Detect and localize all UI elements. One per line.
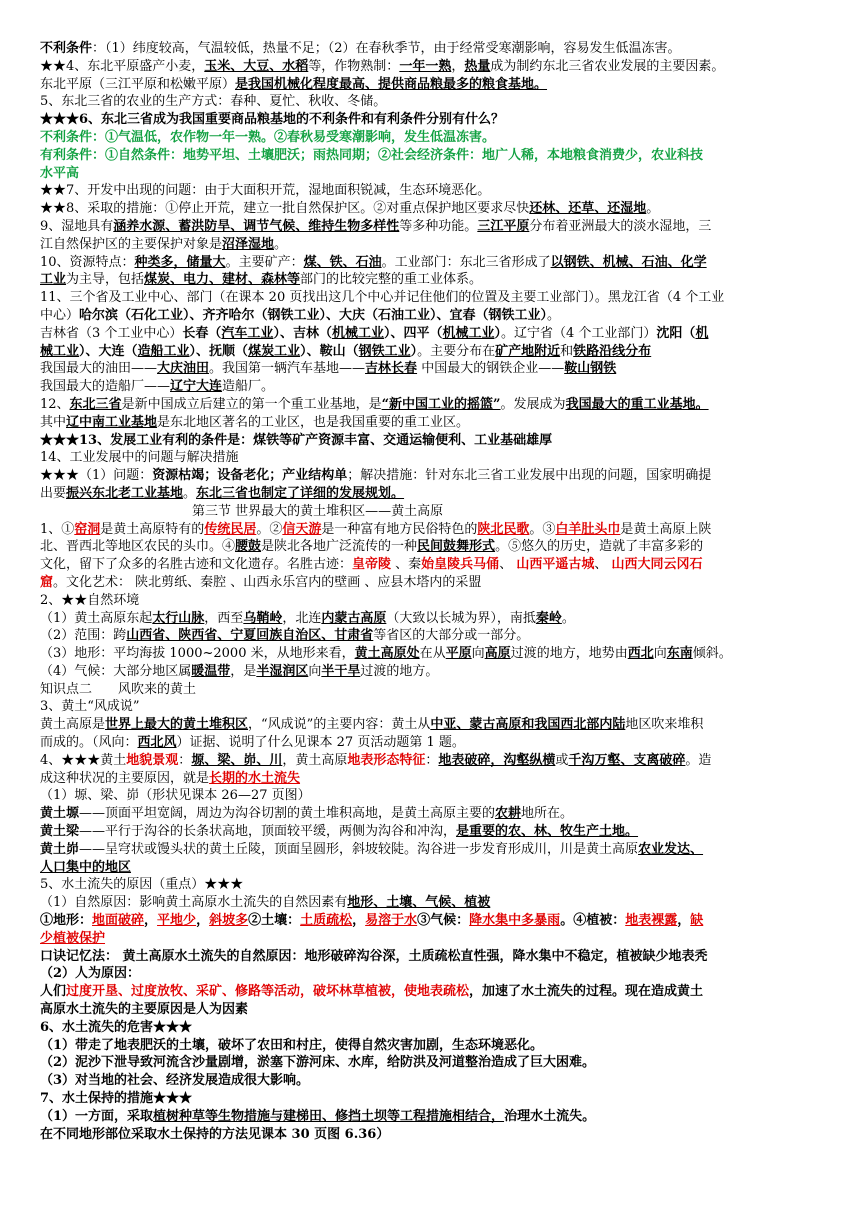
text-run: 太行山脉 <box>152 610 205 626</box>
text-run: 传统民居 <box>204 521 257 537</box>
text-run: 煤炭、电力、建材、森林等 <box>144 272 301 288</box>
text-run: 。③ <box>529 521 556 537</box>
text-run: 以钢铁、机械、石油、化学 <box>550 254 707 270</box>
text-run: 、 <box>594 557 612 573</box>
text-line <box>40 823 824 841</box>
text-line <box>40 770 824 788</box>
text-line <box>40 165 824 183</box>
text-run: 知识点二 <box>40 681 93 697</box>
text-run: 东北三省 <box>69 396 122 412</box>
text-run: 我国最大的重工业基地。 <box>565 396 709 412</box>
text-run: 山西大同云冈石 <box>611 557 703 573</box>
text-line <box>40 681 824 699</box>
text-line <box>40 236 824 254</box>
text-run: 煤炭工业 <box>248 343 301 359</box>
text-run: 或 <box>555 752 569 768</box>
text-line <box>40 93 824 111</box>
text-line <box>40 752 824 770</box>
text-run: 中心） <box>40 307 80 323</box>
text-run: 。 <box>274 236 288 252</box>
text-run: ， <box>451 58 465 74</box>
text-run: 中国最大的钢铁企业—— <box>417 361 565 377</box>
text-run: （3）对当地的社会、经济发展造成很大影响。 <box>40 1073 310 1089</box>
text-run: ，加速了水土流失的过程。现在造成黄土 <box>469 984 704 1000</box>
text-run: 。④植被： <box>560 913 626 929</box>
text-run: 高原 <box>484 646 511 662</box>
text-run: 中亚、蒙古高原和我国西北部内陆 <box>430 717 626 733</box>
text-run: 农业发达、 <box>638 841 704 857</box>
text-line <box>40 182 824 200</box>
text-run: 和 <box>560 343 574 359</box>
text-run: 地表裸露 <box>625 913 678 929</box>
text-run: 热量 <box>464 58 491 74</box>
text-run: 。工业部门：东北三省形成了 <box>381 254 551 270</box>
text-line <box>40 129 824 147</box>
text-line <box>40 343 824 361</box>
text-run: 7、水土保持的措施★★★ <box>40 1091 193 1107</box>
text-line <box>40 912 824 930</box>
text-run: 。发展成为 <box>500 396 566 412</box>
text-run: 向 <box>653 646 667 662</box>
text-run: 人口集中的地区 <box>40 859 132 875</box>
text-run: 西北风 <box>137 735 177 751</box>
text-line <box>40 645 824 663</box>
text-run: ，西至 <box>204 610 244 626</box>
text-line <box>40 965 824 983</box>
text-run: 土质疏松 <box>300 913 353 929</box>
text-run: “新中国工业的摇篮” <box>381 396 501 412</box>
text-run: 。辽宁省（4 个工业部门） <box>501 325 657 341</box>
text-run: ，北连 <box>282 610 322 626</box>
text-run: 造船工业 <box>137 343 190 359</box>
text-line <box>40 556 824 574</box>
text-run: 吉林长春 <box>365 361 418 377</box>
text-run: 窑洞 <box>74 521 101 537</box>
text-run: 种类多，储量大 <box>134 254 226 270</box>
text-line <box>40 1090 824 1108</box>
text-run: 14、工业发展中的问题与解决措施 <box>40 450 239 466</box>
document-page <box>40 40 824 1143</box>
text-run: 等多种功能。 <box>399 218 478 234</box>
text-run: 沈阳（ <box>656 325 696 341</box>
text-line <box>40 467 824 485</box>
text-run: 人们 <box>40 984 67 1000</box>
text-line <box>40 538 824 556</box>
text-run: 黄土峁 <box>40 841 80 857</box>
text-run: 造船厂。 <box>222 379 275 395</box>
text-run: 矿产地附近 <box>495 343 561 359</box>
text-run: 地貌景观 <box>126 752 179 768</box>
text-line <box>40 876 824 894</box>
text-line <box>40 360 824 378</box>
text-run: 平原 <box>445 646 472 662</box>
text-run: 东北平原（三江平原和松嫩平原） <box>40 76 236 92</box>
text-run: 不利条件：①气温低，农作物一年一熟。②春秋易受寒潮影响，发生低温冻害。 <box>40 129 496 145</box>
text-run: ，是 <box>230 663 257 679</box>
text-line <box>40 1037 824 1055</box>
text-run: 2、★★自然环境 <box>40 592 140 608</box>
text-run: 机械工业 <box>442 325 495 341</box>
text-run: 地区吹来堆积 <box>625 717 704 733</box>
text-run: 口诀记忆法： 黄土高原水土流失的自然原因：地形破碎沟谷深，土质疏松直性强，降水集中不稳定，植被缺少地表秃 <box>40 948 708 964</box>
text-run: （1）一方面，采取 <box>40 1108 154 1124</box>
text-run: ） <box>410 343 418 359</box>
text-run: 平地少 <box>157 913 197 929</box>
text-line <box>40 894 824 912</box>
text-run: 还林、还草、还湿地 <box>529 201 647 217</box>
text-run: 东南 <box>666 646 693 662</box>
text-line <box>40 40 824 58</box>
text-run: ）、抚顺（ <box>189 343 249 359</box>
text-line <box>40 254 824 272</box>
text-run: 地形、土壤、气候、植被 <box>347 895 491 911</box>
text-run: 北、晋西北等地区农民的头巾。④ <box>40 539 236 555</box>
text-run: （1）黄土高原东起 <box>40 610 153 626</box>
text-line <box>40 787 824 805</box>
text-run: 过渡的地方，地势由 <box>510 646 628 662</box>
text-run: 内蒙古高原 <box>321 610 387 626</box>
text-run: 高原水土流失的主要原因是人为因素 <box>40 1002 249 1018</box>
text-line <box>40 76 824 94</box>
text-run: 。⑤悠久的历史，造就了丰富多彩的 <box>495 539 704 555</box>
text-run: 黄土高原是 <box>40 717 106 733</box>
text-run: ②土壤： <box>248 913 301 929</box>
text-line <box>40 485 824 503</box>
text-run: 世界上最大的黄土堆积区 <box>105 717 249 733</box>
text-run: 机 <box>695 325 709 341</box>
text-run: 。文化艺术： 陕北剪纸、秦腔 、山西永乐宫内的壁画 、应县木塔内的采盟 <box>53 574 482 590</box>
text-run: 地所在。 <box>521 806 574 822</box>
text-run: 山西省、陕西省、宁夏回族自治区、甘肃省 <box>126 628 374 644</box>
text-run: 过渡的地方。 <box>360 663 439 679</box>
text-run: 倾斜。 <box>692 646 732 662</box>
text-run: 部门的比较完整的重工业体系。 <box>300 272 483 288</box>
text-run: 黄土高原处 <box>354 646 420 662</box>
text-run: 暖温带 <box>191 663 231 679</box>
text-run: 少植被保护 <box>40 930 106 946</box>
text-run: 易溶于水 <box>365 913 418 929</box>
text-run: 为主导，包括 <box>66 272 145 288</box>
text-run: 地面破碎 <box>92 913 145 929</box>
text-run: 。 <box>547 307 561 323</box>
text-line <box>40 521 824 539</box>
text-run: ★★★（1）问题： <box>40 468 153 484</box>
text-run: 。主要矿产： <box>225 254 304 270</box>
text-run: ， <box>352 913 366 929</box>
text-run: 陕北民歌 <box>477 521 530 537</box>
text-run: ——呈穹状或馒头状的黄土丘陵，顶面呈圆形，斜坡较陡。沟谷进一步发育形成川，川是黄土高原 <box>79 841 639 857</box>
text-run: ， <box>196 913 210 929</box>
text-run: ★★★6、东北三省成为我国重要商品粮基地的不利条件和有利条件分别有什么？ <box>40 112 505 128</box>
text-run: 我国最大的油田—— <box>40 361 158 377</box>
text-run: ）、鞍山（ <box>300 343 359 359</box>
text-line <box>40 610 824 628</box>
text-run: 风吹来的黄土 <box>118 681 197 697</box>
text-run: ： <box>178 752 192 768</box>
text-run: 成为制约东北三省农业发展的主要因素。 <box>490 58 725 74</box>
text-line <box>40 1019 824 1037</box>
text-run: 10、资源特点： <box>40 254 135 270</box>
text-run: 地表形态特征 <box>347 752 426 768</box>
text-run: ①地形： <box>40 913 93 929</box>
text-run: 大庆油田 <box>157 361 210 377</box>
text-run: 涵养水源、蓄洪防旱、调节气候、维持生物多样性 <box>113 218 400 234</box>
text-run: 窟 <box>40 574 54 590</box>
text-run: （2）泥沙下泄导致河流含沙量剧增，淤塞下游河床、水库，给防洪及河道整治造成了巨大困难。 <box>40 1055 596 1071</box>
text-line <box>40 983 824 1001</box>
text-run: 成这种状况的主要原因，就是 <box>40 770 210 786</box>
text-run: 在不同地形部位采取水土保持的方法见课本 30 页图 6.36） <box>40 1126 390 1142</box>
text-line <box>40 1054 824 1072</box>
text-run: 等省区的大部分或一部分。 <box>373 628 530 644</box>
text-run: ★★8、采取的措施：①停止开荒，建立一批自然保护区。②对重点保护地区要求尽快 <box>40 201 530 217</box>
text-run: 是我国机械化程度最高、提供商品粮最多的粮食基地。 <box>235 76 548 92</box>
text-run: ：（1）纬度较高，气温较低，热量不足；（2）在春秋季节，由于经常受寒潮影响，容易发生低温冻害。 <box>92 41 681 56</box>
text-line <box>40 58 824 76</box>
text-run: 、 <box>499 557 517 573</box>
text-run: 吉林省（3 个工业中心） <box>40 325 183 341</box>
text-run: 资源枯竭；设备老化；产业结构单 <box>152 468 348 484</box>
text-run: 1、① <box>40 521 75 537</box>
text-run: ；解决措施：针对东北三省工业发展中出现的问题，国家明确提 <box>347 468 712 484</box>
text-line <box>40 325 824 343</box>
text-run: 机械工业 <box>331 325 384 341</box>
text-run: 半湿润区 <box>256 663 309 679</box>
text-run: ★★★13、发展工业有利的条件是：煤铁等矿产资源丰富、交通运输便利、工业基础雄厚 <box>40 432 553 448</box>
text-run: ） <box>494 325 502 341</box>
text-run: 。 <box>646 201 660 217</box>
text-run: 工业 <box>40 272 67 288</box>
text-line <box>40 930 824 948</box>
text-run: ， <box>144 913 158 929</box>
text-run: 出要 <box>40 485 67 501</box>
text-line <box>40 111 824 129</box>
text-line <box>40 1108 824 1126</box>
text-line <box>40 592 824 610</box>
text-run: 始皇陵兵马俑 <box>421 557 500 573</box>
text-run: 。② <box>256 521 283 537</box>
text-run: 辽中南工业基地 <box>66 414 158 430</box>
text-run: 、秦 <box>391 557 422 573</box>
text-run: 千沟万壑、支离破碎 <box>568 752 686 768</box>
text-run: 信天游 <box>282 521 322 537</box>
text-run: 煤、铁、石油 <box>303 254 382 270</box>
text-line <box>40 948 824 966</box>
text-line <box>40 307 824 325</box>
text-run: （1）自然原因：影响黄土高原水土流失的自然因素有 <box>40 895 348 911</box>
text-run: 其中 <box>40 414 67 430</box>
text-run: 我国最大的造船厂—— <box>40 379 171 395</box>
text-run: 黄土塬 <box>40 806 80 822</box>
text-run: ★★4、东北平原盛产小麦， <box>40 58 205 74</box>
text-run: ）证据、说明了什么见课本 27 页活动题第 1 题。 <box>176 735 465 751</box>
text-run: （2）人为原因： <box>40 966 141 982</box>
text-run: 等，作物熟制： <box>308 58 400 74</box>
text-run: ——平行于沟谷的长条状高地，顶面较平缓，两侧为沟谷和冲沟， <box>79 824 457 840</box>
text-run: （4）气候：大部分地区属 <box>40 663 192 679</box>
text-run: 向 <box>471 646 485 662</box>
text-run: （1）塬、梁、峁（形状见课本 26—27 页图） <box>40 788 311 804</box>
text-run: ）、吉林（ <box>273 325 332 341</box>
text-run: 降水集中多暴雨 <box>469 913 561 929</box>
text-run: 是黄土高原上陕 <box>620 521 712 537</box>
text-run: 9、湿地具有 <box>40 218 114 234</box>
text-line <box>40 200 824 218</box>
text-run: ）、四平（ <box>383 325 443 341</box>
text-line <box>40 663 824 681</box>
text-run: 。造 <box>685 752 712 768</box>
text-line <box>40 1126 824 1144</box>
text-line <box>40 378 824 396</box>
text-run: 4、★★★黄土 <box>40 752 127 768</box>
text-run: 江自然保护区的主要保护对象是 <box>40 236 223 252</box>
text-run: 秦岭 <box>535 610 562 626</box>
text-line <box>40 1072 824 1090</box>
text-run: 向 <box>308 663 322 679</box>
text-run: 是东北地区著名的工业区，也是我国重要的重工业区。 <box>157 414 470 430</box>
text-line <box>40 449 824 467</box>
text-run: 水平高 <box>40 165 80 181</box>
text-line <box>40 503 824 521</box>
text-line <box>40 805 824 823</box>
text-run: ，黄土高原 <box>282 752 348 768</box>
text-run: 分布着亚洲最大的淡水湿地，三 <box>529 218 712 234</box>
text-run: 钢铁工业 <box>358 343 411 359</box>
text-line <box>40 218 824 236</box>
text-run: 西北 <box>627 646 654 662</box>
text-run: 沼泽湿地 <box>222 236 275 252</box>
text-run: 在从 <box>419 646 446 662</box>
text-run: ——顶面平坦宽阔，周边为沟谷切割的黄土堆积高地，是黄土高原主要的 <box>79 806 496 822</box>
text-run: （3）地形：平均海拔 1000~2000 米，从地形来看， <box>40 646 355 662</box>
text-run: 长春（ <box>182 325 222 341</box>
text-run: 塬、梁、峁、川 <box>191 752 283 768</box>
text-run: 鞍山钢铁 <box>564 361 617 377</box>
text-line <box>40 147 824 165</box>
text-run: 辽宁大连 <box>170 379 223 395</box>
text-run: 是一种富有地方民俗特色的 <box>321 521 478 537</box>
text-run: 斜坡多 <box>209 913 249 929</box>
text-line <box>40 1001 824 1019</box>
text-run: 5、东北三省的农业的生产方式：春种、夏忙、秋收、冬储。 <box>40 94 387 110</box>
text-run: 械工业 <box>40 343 80 359</box>
text-run: 3、黄土“风成说” <box>40 699 140 715</box>
text-line <box>40 734 824 752</box>
text-run: （大致以长城为界），南抵 <box>386 610 536 626</box>
text-run: 过度开垦、过度放牧、采矿、修路等活动，破坏林草植被，使地表疏松 <box>66 984 470 1000</box>
text-run: 东北三省也制定了详细的发展规划。 <box>196 485 405 501</box>
text-run: 12、 <box>40 396 70 412</box>
text-run: 玉米、大豆、水稻 <box>204 58 309 74</box>
text-run: 第三节 世界最大的黄土堆积区——黄土高原 <box>192 503 444 519</box>
text-run: 是陕北各地广泛流传的一种 <box>261 539 418 555</box>
text-line <box>40 271 824 289</box>
text-run: 民间鼓舞形式 <box>417 539 496 555</box>
text-run: 白羊肚头巾 <box>555 521 621 537</box>
text-line <box>40 716 824 734</box>
text-run: ， <box>677 913 691 929</box>
text-line <box>40 574 824 592</box>
text-line <box>40 698 824 716</box>
text-run: 长期的水土流失 <box>209 770 301 786</box>
text-run: 黄土梁 <box>40 824 80 840</box>
text-run: 地表破碎，沟壑纵横 <box>438 752 556 768</box>
text-line <box>40 432 824 450</box>
text-run: 11、三个省及工业中心、部门（在课本 20 页找出这几个中心并记住他们的位置及主要工业部门）。黑龙江省（4 个工业 <box>40 290 725 306</box>
text-line <box>40 627 824 645</box>
text-run: 是黄土高原特有的 <box>100 521 205 537</box>
text-run: 。 <box>183 485 197 501</box>
text-run: 是重要的农、林、牧生产土地。 <box>456 824 639 840</box>
text-run: 铁路沿线分布 <box>573 343 652 359</box>
text-run: 哈尔滨（石化工业）、齐齐哈尔（钢铁工业）、大庆（石油工业）、宜春（钢铁工业） <box>79 307 548 323</box>
text-run: 一年一熟 <box>399 58 452 74</box>
text-run: 乌鞘岭 <box>243 610 283 626</box>
text-run: 有利条件：①自然条件：地势平坦、土壤肥沃；雨热同期；②社会经济条件：地广人稀，本地粮食消费少，农业科技 <box>40 147 704 163</box>
text-run: 。 <box>561 610 575 626</box>
text-run: 植树种草等生物措施与建梯田、修挡土坝等工程措施相结合， <box>153 1108 505 1124</box>
text-run: 6、水土流失的危害★★★ <box>40 1019 193 1035</box>
text-run: ③气候： <box>417 913 470 929</box>
text-run: ）、大连（ <box>79 343 138 359</box>
text-line <box>40 396 824 414</box>
text-run: 汽车工业 <box>221 325 274 341</box>
text-run: 半干旱 <box>321 663 361 679</box>
text-run: 而成的。（风向： <box>40 735 138 751</box>
text-run: 皇帝陵 <box>352 557 392 573</box>
text-run: 山西平遥古城 <box>516 557 595 573</box>
text-run: 。主要分布在 <box>417 343 496 359</box>
text-run: ★★7、开发中出现的问题：由于大面积开荒，湿地面积锐减，生态环境恶化。 <box>40 183 491 199</box>
text-run: 。我国第一辆汽车基地—— <box>209 361 366 377</box>
text-run: 5、水土流失的原因（重点）★★★ <box>40 877 244 893</box>
text-line <box>40 841 824 859</box>
text-run: ，“风成说”的主要内容：黄土从 <box>248 717 431 733</box>
text-run: 是新中国成立后建立的第一个重工业基地，是 <box>121 396 382 412</box>
text-run: 治理水土流失。 <box>504 1108 596 1124</box>
text-run: 三江平原 <box>477 218 530 234</box>
text-run: 腰鼓 <box>235 539 262 555</box>
text-line <box>40 414 824 432</box>
text-run: 农耕 <box>495 806 522 822</box>
text-run: （1）带走了地表肥沃的土壤，破坏了农田和村庄，使得自然灾害加剧，生态环境恶化。 <box>40 1037 544 1053</box>
text-line <box>40 289 824 307</box>
text-run: 振兴东北老工业基地 <box>66 485 184 501</box>
text-run: 缺 <box>690 913 704 929</box>
text-run: （2）范围：跨 <box>40 628 127 644</box>
text-run: 不利条件 <box>40 41 93 56</box>
text-line <box>40 859 824 877</box>
text-run: 文化，留下了众多的名胜古迹和文化遗存。名胜古迹： <box>40 557 353 573</box>
text-run: ： <box>425 752 439 768</box>
